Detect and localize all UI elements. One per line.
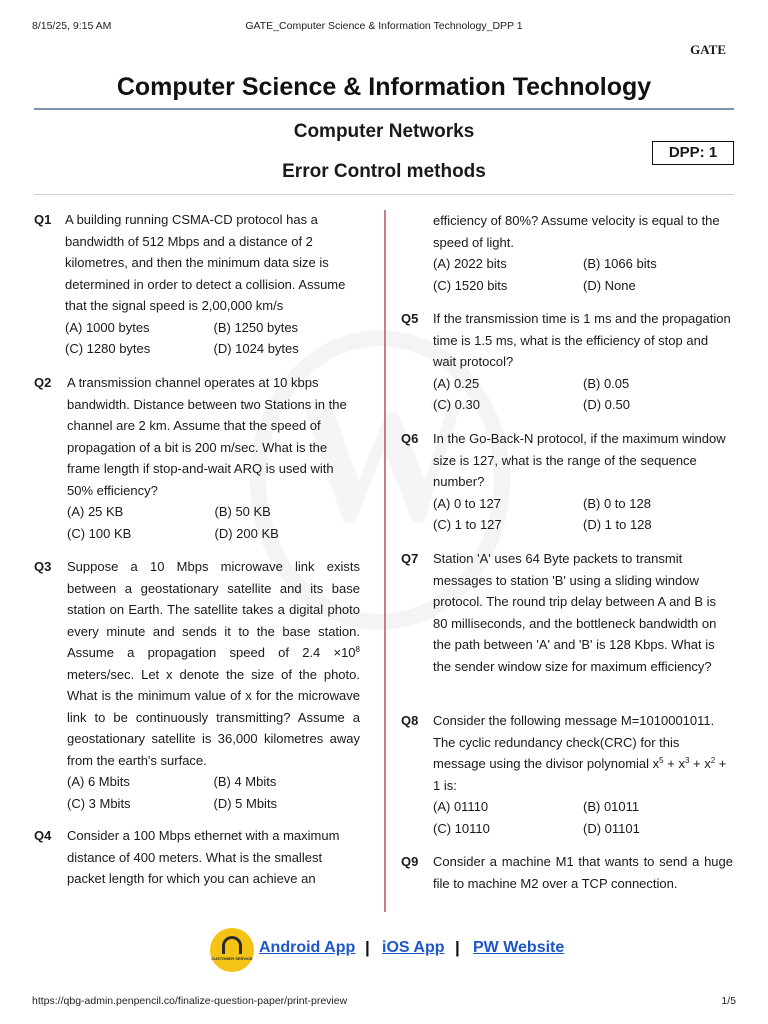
question-number: Q8 — [401, 713, 419, 728]
ios-app-link[interactable]: iOS App — [382, 939, 445, 956]
question-text-continued: efficiency of 80%? Assume velocity is equal to the speed of light. — [433, 213, 720, 250]
options-grid — [433, 373, 733, 416]
option-c: (C) 100 KB — [67, 525, 132, 541]
question-q7 — [401, 548, 733, 677]
option-d: (D) 1024 bytes — [213, 341, 299, 356]
option-d: (D) 5 Mbits — [213, 795, 278, 811]
print-doc-title: GATE_Computer Science & Information Technology_DPP 1 — [245, 20, 523, 32]
option-b: (B) 01011 — [583, 799, 640, 814]
print-header — [0, 0, 768, 36]
question-q6 — [401, 428, 733, 536]
option-a: (A) 2022 bits — [433, 256, 507, 271]
options-grid — [433, 493, 733, 536]
question-q3 — [34, 556, 360, 814]
question-text: A transmission channel operates at 10 kbps bandwidth. Distance between two Stations in the channel are 2 km. Assume that the speed of propagation of a bit is 200 m/sec. What is the frame length if stop-and-wait ARQ is used with 50% efficiency? — [67, 375, 347, 498]
question-q1 — [34, 209, 362, 360]
question-number: Q5 — [401, 311, 419, 326]
options-grid — [67, 501, 362, 544]
question-q5 — [401, 308, 733, 416]
options-grid — [433, 253, 733, 296]
question-q4 — [34, 825, 360, 890]
option-d: (D) 200 KB — [214, 525, 279, 541]
customer-service-caption: CUSTOMER SERVICE — [211, 956, 253, 961]
option-a: (A) 01110 — [433, 799, 489, 814]
question-text: Consider a 100 Mbps ethernet with a maximum distance of 400 meters. What is the smallest packet length for which you can achieve an — [67, 828, 340, 886]
question-text: A building running CSMA-CD protocol has a bandwidth of 512 Mbps and a distance of 2 kilometres, and then the minimum data size is determined in order to detect a collision. Assume that the signal speed is 2,00,000 km/s — [65, 212, 346, 313]
page-title: Computer Science & Information Technology — [116, 73, 652, 101]
title-divider — [34, 108, 734, 110]
question-number: Q4 — [34, 828, 52, 843]
link-separator: | — [455, 938, 460, 957]
page-number: 1/5 — [721, 995, 736, 1007]
option-d: (D) 1 to 128 — [583, 517, 652, 532]
question-number: Q2 — [34, 375, 52, 390]
option-d: (D) None — [583, 277, 636, 293]
question-text: In the Go-Back-N protocol, if the maximum window size is 127, what is the range of the sequence number? — [433, 431, 726, 489]
print-footer — [0, 993, 768, 1013]
question-number: Q7 — [401, 551, 419, 566]
option-d: (D) 0.50 — [583, 397, 630, 412]
options-grid — [65, 317, 362, 360]
android-app-link[interactable]: Android App — [259, 939, 356, 956]
app-links-bar — [0, 928, 768, 974]
question-q8 — [401, 710, 733, 839]
question-text: Station 'A' uses 64 Byte packets to transmit messages to station 'B' using a sliding window protocol. The round trip delay between A and B is 80 milliseconds, and the bottleneck bandwidth on the path between 'A' and 'B' is 128 Kbps. What is the sender window size for maximum efficiency? — [433, 551, 717, 674]
option-a: (A) 6 Mbits — [67, 774, 130, 789]
pw-website-link[interactable]: PW Website — [473, 939, 565, 956]
option-b: (B) 0.05 — [583, 375, 630, 391]
option-a: (A) 0.25 — [433, 375, 480, 391]
option-c: (C) 10110 — [433, 820, 490, 836]
option-a: (A) 1000 bytes — [65, 319, 150, 335]
option-c: (C) 0.30 — [433, 397, 480, 412]
option-a: (A) 25 KB — [67, 504, 124, 519]
link-separator: | — [365, 938, 370, 957]
option-c: (C) 3 Mbits — [67, 795, 131, 811]
option-b: (B) 1250 bytes — [213, 319, 299, 335]
option-d: (D) 01101 — [583, 820, 640, 836]
subject-heading: Computer Networks — [293, 121, 475, 142]
customer-service-icon[interactable] — [210, 928, 254, 972]
question-text: Consider a machine M1 that wants to send a huge file to machine M2 over a TCP connection. — [433, 854, 733, 891]
option-c: (C) 1280 bytes — [65, 341, 151, 356]
option-c: (C) 1520 bits — [433, 277, 508, 293]
topic-heading: Error Control methods — [282, 161, 486, 182]
question-number: Q1 — [34, 212, 52, 227]
dpp-badge: DPP: 1 — [652, 141, 734, 165]
question-q9 — [401, 851, 733, 894]
option-b: (B) 50 KB — [214, 504, 271, 519]
question-q2 — [34, 372, 362, 544]
question-number: Q9 — [401, 854, 419, 869]
question-text: Consider the following message M=1010001011. The cyclic redundancy check(CRC) for this message using the divisor polynomial $x^5 + x^3 + x^2 + 1$ is: — [433, 713, 727, 793]
print-url: https://qbg-admin.penpencil.co/finalize-question-paper/print-preview — [32, 995, 348, 1007]
option-b: (B) 4 Mbits — [213, 774, 277, 789]
options-grid — [433, 796, 733, 839]
column-divider — [384, 210, 386, 912]
option-c: (C) 1 to 127 — [433, 517, 502, 532]
print-datetime: 8/15/25, 9:15 AM — [32, 20, 112, 32]
question-text: Suppose a 10 Mbps microwave link exists between a geostationary satellite and its base station on Earth. The satellite takes a digital photo every minute and sends it to the base station. Assume a propagation speed of $2.4 \times 10^8$ meters/sec. Let x denote the size of the photo. What is the minimum value of x for the microwave link to be continuously transmitting? Assume a geostationary satellite is 36,000 kilometres away from the earth's surface. — [67, 559, 360, 768]
section-divider — [34, 194, 734, 195]
question-text: If the transmission time is 1 ms and the propagation time is 1.5 ms, what is the efficiency of stop and wait protocol? — [433, 311, 731, 369]
options-grid — [67, 771, 360, 814]
question-number: Q3 — [34, 559, 52, 574]
question-number: Q6 — [401, 431, 419, 446]
option-b: (B) 1066 bits — [583, 256, 657, 271]
question-q4-continued — [433, 210, 733, 296]
option-a: (A) 0 to 127 — [433, 495, 501, 511]
exam-label: GATE — [690, 42, 726, 57]
option-b: (B) 0 to 128 — [583, 495, 651, 511]
